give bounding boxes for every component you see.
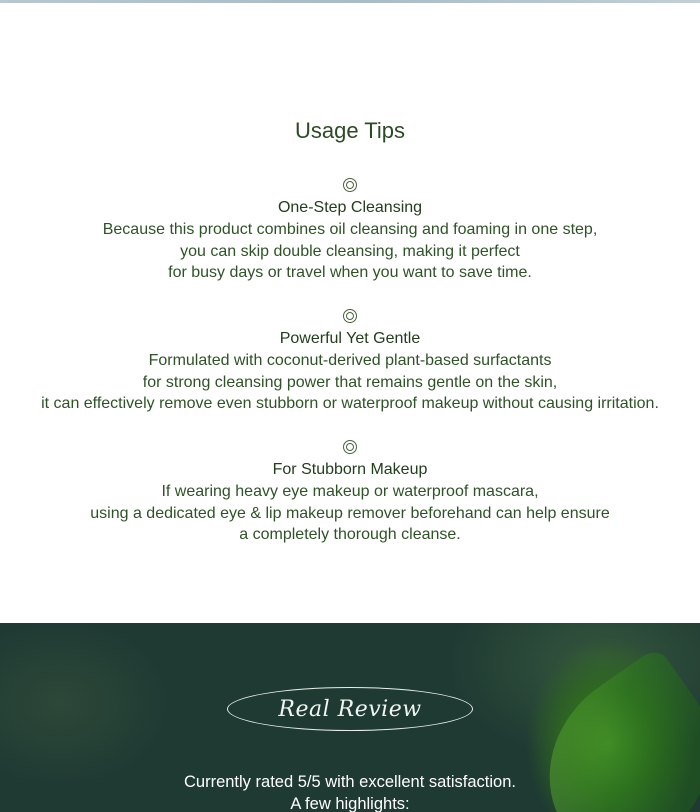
tip-body-line: for strong cleansing power that remains gentle on the skin, bbox=[142, 373, 558, 391]
tip-body-line: using a dedicated eye & lip makeup remover beforehand can help ensure bbox=[90, 504, 610, 522]
double-circle-icon bbox=[342, 308, 358, 324]
review-summary-line: Currently rated 5/5 with excellent satisfaction. bbox=[184, 773, 516, 791]
tip-stubborn-makeup bbox=[0, 439, 700, 546]
double-circle-icon bbox=[342, 177, 358, 193]
tip-one-step-cleansing bbox=[0, 177, 700, 284]
review-summary-line: A few highlights: bbox=[290, 795, 410, 812]
tip-body-line: it can effectively remove even stubborn or waterproof makeup without causing irritation. bbox=[41, 395, 659, 412]
tip-body bbox=[0, 219, 700, 284]
real-review-badge: Real Review bbox=[227, 687, 473, 731]
usage-tips-title: Usage Tips bbox=[294, 118, 406, 143]
tip-body-line: If wearing heavy eye makeup or waterproof mascara, bbox=[161, 483, 539, 500]
tip-body-line: a completely thorough cleanse. bbox=[239, 526, 461, 543]
tip-body-line: you can skip double cleansing, making it perfect bbox=[180, 242, 520, 260]
tip-powerful-yet-gentle bbox=[0, 308, 700, 415]
double-circle-icon bbox=[342, 439, 358, 455]
tip-body bbox=[0, 350, 700, 415]
tip-body bbox=[0, 481, 700, 546]
tip-heading: Powerful Yet Gentle bbox=[279, 330, 421, 347]
tip-heading: For Stubborn Makeup bbox=[272, 461, 428, 478]
tip-body-line: Formulated with coconut-derived plant-based surfactants bbox=[148, 352, 552, 369]
real-review-section bbox=[0, 623, 700, 812]
tip-heading: One-Step Cleansing bbox=[277, 199, 423, 216]
tip-body-line: for busy days or travel when you want to save time. bbox=[168, 264, 532, 281]
review-summary bbox=[0, 771, 700, 812]
tip-body-line: Because this product combines oil cleansing and foaming in one step, bbox=[102, 221, 598, 238]
